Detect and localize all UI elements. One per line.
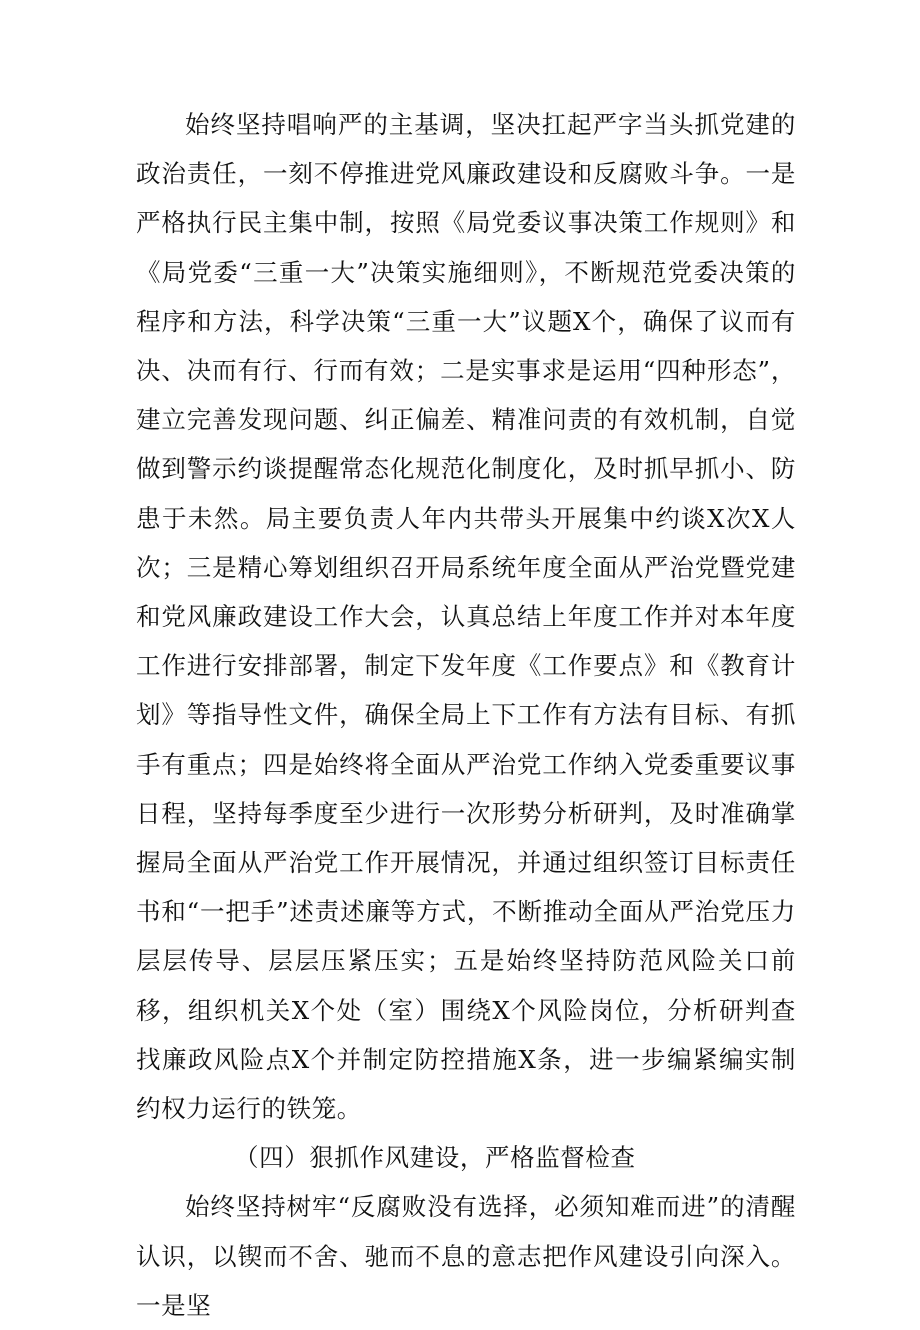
section-heading — [136, 1133, 796, 1182]
body-paragraph: 始终坚持唱响严的主基调，坚决扛起严字当头抓党建的政治责任，一刻不停推进党风廉政建设和反腐败斗争。一是严格执行民主集中制，按照《局党委议事决策工作规则》和《局党委“三重一大”决策实施细则》，不断规范党委决策的程序和方法，科学决策“三重一大”议题X个，确保了议而有决、决而有行、行而有效；二是实事求是运用“四种形态”，建立完善发现问题、纠正偏差、精准问责的有效机制，自觉做到警示约谈提醒常态化规范化制度化，及时抓早抓小、防患于未然。局主要负责人年内共带头开展集中约谈X次X人次；三是精心筹划组织召开局系统年度全面从严治党暨党建和党风廉政建设工作大会，认真总结上年度工作并对本年度工作进行安排部署，制定下发年度《工作要点》和《教育计划》等指导性文件，确保全局上下工作有方法有目标、有抓手有重点；四是始终将全面从严治党工作纳入党委重要议事日程，坚持每季度至少进行一次形势分析研判，及时准确掌握局全面从严治党工作开展情况，并通过组织签订目标责任书和“一把手”述责述廉等方式，不断推动全面从严治党压力层层传导、层层压紧压实；五是始终坚持防范风险关口前移，组织机关X个处（室）围绕X个风险岗位，分析研判查找廉政风险点X个并制定防控措施X条，进一步编紧编实制约权力运行的铁笼。 — [136, 110, 796, 1124]
body-paragraph: 始终坚持树牢“反腐败没有选择，必须知难而进”的清醒认识，以锲而不舍、驰而不息的意志把作风建设引向深入。一是坚 — [136, 1192, 796, 1320]
section-heading-text: （四）狠抓作风建设，严格监督检查 — [234, 1143, 636, 1173]
document-body — [136, 100, 796, 1330]
